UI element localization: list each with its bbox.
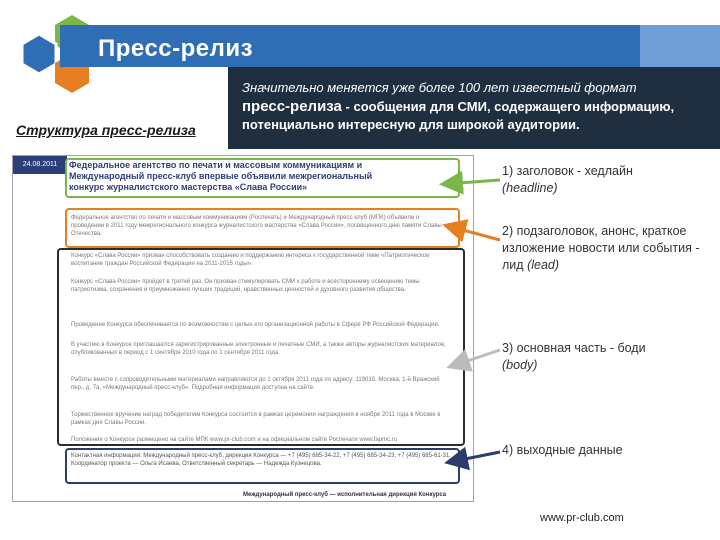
site-url[interactable]: www.pr-club.com <box>540 512 624 524</box>
annotation-label: 1) заголовок - хедлайн <box>502 164 633 178</box>
annotation-lead <box>502 223 712 274</box>
info-line-2-rest: - сообщения для СМИ, содержащего информацию, <box>341 99 675 114</box>
document-lead: Федеральное агентство по печати и массовым коммуникациям (Роспечать) и Международный пресс-клуб (МПК) объявили о проведении в 2011 году межрегионального конкурса журналистского мастерства «Слава России», посвященного дню памяти Славы Отечества. <box>71 215 442 237</box>
document-paragraph: Проведение Конкурса обеспечивается по возможностям с целью его организационной работы в Сфере РФ Российской Федерации. <box>71 322 440 328</box>
document-paragraph: Положение о Конкурсе размещено на сайте МПК www.pr-club.com и на официальном сайте Роспечати www.fapmc.ru <box>71 437 398 443</box>
document-paragraph: Конкурс «Слава России» пройдет в третий раз. Он призван стимулировать СМИ к работе и всестороннему освещению темы патриотизма, сохранения и приумножения лучших традиций, нравственных ценностей и духовного развития общества. <box>71 279 420 293</box>
annotation-headline <box>502 163 712 197</box>
info-line-3: потенциально интересную для широкой аудитории. <box>242 117 580 132</box>
structure-label: Структура пресс-релиза <box>16 122 196 138</box>
document-paragraph: Работы вместе с сопроводительными материалами направляются до 1 октября 2011 года по адресу: 119019, Москва, 1-й Вражский пер., д. 7а, «Международный пресс-клуб». Подробная информация доступна на сайте. <box>71 377 440 391</box>
arrow-body <box>452 350 500 366</box>
annotation-label: 2) подзаголовок, анонс, краткое изложение новости или события - лид <box>502 224 700 272</box>
arrow-headline <box>445 180 500 184</box>
annotation-label: 4) выходные данные <box>502 443 623 457</box>
document-headline: Федеральное агентство по печати и массовым коммуникациям и Международный пресс-клуб впервые объявили межрегиональный конкурс журналистского мастерства «Слава России» <box>69 160 373 192</box>
document-date: 24.08.2011 <box>13 156 67 174</box>
annotation-term: (body) <box>502 358 538 372</box>
annotation-term: (headline) <box>502 181 558 195</box>
document-paragraph: Конкурс «Слава России» призван способствовать созданию и поддержанию интереса к государственной теме «Патриотическое воспитание граждан Российской Федерации на 2011-2015 годы». <box>71 253 430 267</box>
info-line-1: Значительно меняется уже более 100 лет известный формат <box>242 80 637 95</box>
arrow-lead <box>448 226 500 240</box>
annotation-term: (lead) <box>527 258 560 272</box>
annotation-body <box>502 340 712 374</box>
annotation-details <box>502 442 712 459</box>
arrow-details <box>450 452 500 462</box>
info-highlight: пресс-релиза <box>242 98 342 115</box>
document-contacts: Контактная информация: Международный пресс-клуб, дирекция Конкурса — +7 (495) 685-34-22, +7 (495) 685-34-23, +7 (495) 685-61-31. Координатор проекта — Ольга Исаева, Ответственный секретарь — Надежда Кузнецова. <box>71 453 451 467</box>
document-paragraph: В участию в Конкурсе приглашаются зарегистрированные электронные и печатные СМИ, а также авторы журналистских материалов, опубликованных в период с 1 сентября 2010 года по 1 сентября 2011 года. <box>71 342 446 356</box>
document-footer: Международный пресс-клуб — исполнительная дирекция Конкурса <box>243 492 447 498</box>
annotation-label: 3) основная часть - боди <box>502 341 646 355</box>
page-title: Пресс-релиз <box>98 35 254 62</box>
document-paragraph: Торжественное вручение наград победителям Конкурса состоится в рамках церемонии награждения в ноябре 2011 года в Москве в рамках дня Славы России. <box>71 412 441 426</box>
